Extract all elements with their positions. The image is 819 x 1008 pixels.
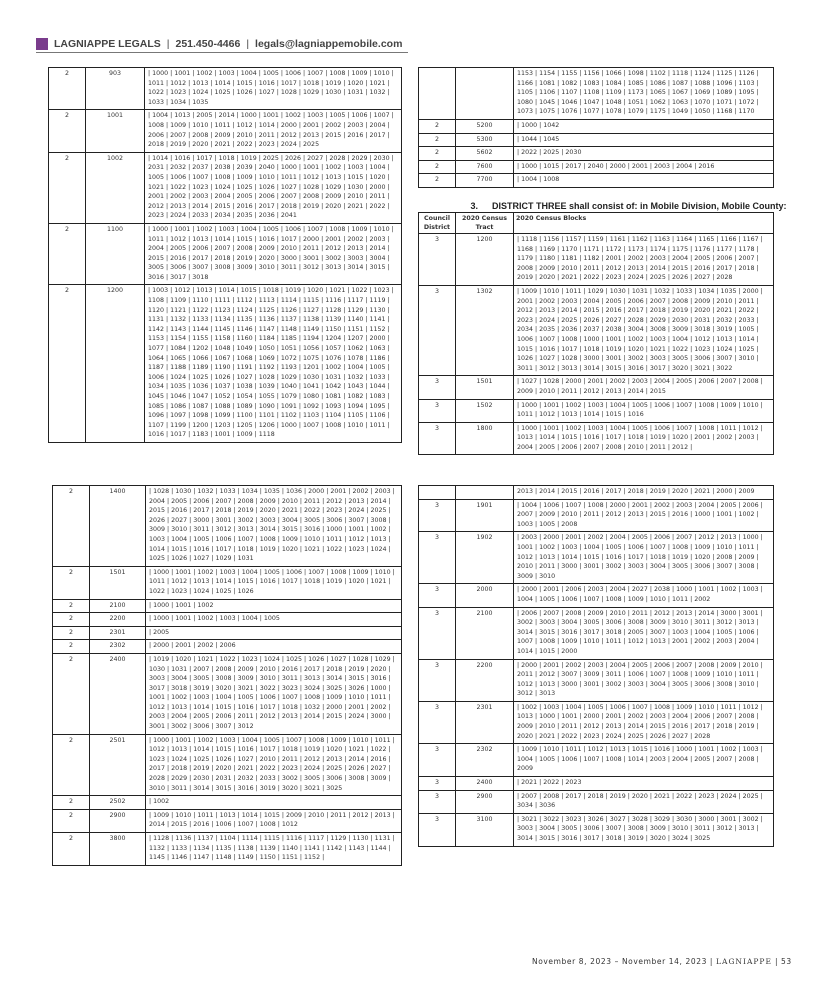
table-row (49, 110, 402, 152)
council-district-cell: 2 (53, 626, 90, 640)
census-tract-cell: 1200 (456, 234, 514, 286)
district-two-table-bottom-left (52, 485, 402, 866)
census-blocks-cell: | 1009 | 1010 | 1011 | 1029 | 1030 | 1031 | 1032 | 1033 | 1034 | 1035 | 2000 | 2001 | 2002 | 2003 | 2004 | 2005 | 2006 | 2007 | 2008 | 2009 | 2010 | 2011 | 2012 | 2013 | 2014 | 2015 | 2016 | 2017 | 2018 | 2019 | 2020 | 2021 | 2022 | 2023 | 2024 | 2025 | 2026 | 2027 | 2028 | 2029 | 2030 | 2031 | 2032 | 2033 | 2034 | 2035 | 2036 | 2037 | 2038 | 3004 | 3008 | 3009 | 3018 | 3019 | 1005 | 1006 | 1007 | 1008 | 1000 | 1001 | 1002 | 1003 | 1004 | 1012 | 1013 | 1014 | 1015 | 1016 | 1017 | 1018 | 1019 | 1020 | 1021 | 1022 | 1023 | 1024 | 1025 | 1026 | 1027 | 1028 | 3000 | 3001 | 3002 | 3003 | 3005 | 3006 | 3007 | 3010 | 3011 | 3012 | 3013 | 3014 | 3015 | 3016 | 3017 | 3020 | 3021 | 3022 (514, 285, 774, 375)
census-blocks-cell: | 1014 | 1016 | 1017 | 1018 | 1019 | 2025 | 2026 | 2027 | 2028 | 2029 | 2030 | 2031 | 2032 | 2037 | 2038 | 2039 | 2040 | 1000 | 1001 | 1002 | 1003 | 1004 | 1005 | 1006 | 1007 | 1008 | 1009 | 1010 | 1011 | 1012 | 1013 | 1015 | 1020 | 1021 | 1022 | 1023 | 1024 | 1025 | 1026 | 1027 | 1028 | 1029 | 1030 | 2000 | 2001 | 2002 | 2003 | 2004 | 2005 | 2006 | 2007 | 2008 | 2009 | 2010 | 2011 | 2012 | 2013 | 2014 | 2015 | 2016 | 2017 | 2018 | 2019 | 2020 | 2021 | 2022 | 2023 | 2024 | 2033 | 2034 | 2035 | 2036 | 2041 (145, 152, 402, 223)
council-district-cell: 2 (49, 285, 86, 443)
census-tract-cell: 2302 (456, 744, 514, 777)
page-number: | 53 (774, 957, 792, 966)
census-blocks-cell: | 2000 | 2001 | 2002 | 2006 (146, 640, 402, 654)
census-tract-cell: 3100 (456, 813, 514, 846)
table-row (419, 174, 774, 188)
council-district-cell: 2 (49, 68, 86, 110)
census-tract-cell: 2501 (90, 734, 146, 796)
header-council-district: Council District (419, 213, 456, 234)
council-district-cell: 3 (419, 376, 456, 399)
census-blocks-cell: 2013 | 2014 | 2015 | 2016 | 2017 | 2018 | 2019 | 2020 | 2021 | 2000 | 2009 (514, 486, 774, 500)
census-blocks-cell: | 1003 | 1012 | 1013 | 1014 | 1015 | 1018 | 1019 | 1020 | 1021 | 1022 | 1023 | 1108 | 1109 | 1110 | 1111 | 1112 | 1113 | 1114 | 1115 | 1116 | 1117 | 1119 | 1120 | 1121 | 1122 | 1123 | 1124 | 1125 | 1126 | 1127 | 1128 | 1129 | 1130 | 1131 | 1132 | 1133 | 1134 | 1135 | 1136 | 1137 | 1138 | 1139 | 1140 | 1141 | 1142 | 1143 | 1144 | 1145 | 1146 | 1147 | 1148 | 1149 | 1150 | 1151 | 1152 | 1153 | 1154 | 1155 | 1158 | 1160 | 1184 | 1185 | 1194 | 1204 | 1207 | 2000 | 1077 | 1084 | 1202 | 1048 | 1049 | 1050 | 1051 | 1056 | 1057 | 1062 | 1063 | 1064 | 1065 | 1066 | 1067 | 1068 | 1069 | 1072 | 1075 | 1076 | 1078 | 1186 | 1187 | 1188 | 1189 | 1190 | 1191 | 1192 | 1193 | 1201 | 1002 | 1004 | 1005 | 1006 | 1024 | 1025 | 1026 | 1027 | 1028 | 1029 | 1030 | 1031 | 1032 | 1033 | 1034 | 1035 | 1036 | 1037 | 1038 | 1039 | 1040 | 1041 | 1042 | 1043 | 1044 | 1045 | 1046 | 1047 | 1052 | 1054 | 1055 | 1079 | 1080 | 1081 | 1082 | 1083 | 1085 | 1086 | 1087 | 1088 | 1089 | 1090 | 1091 | 1092 | 1093 | 1094 | 1095 | 1096 | 1097 | 1098 | 1099 | 1100 | 1101 | 1102 | 1103 | 1104 | 1105 | 1106 | 1107 | 1199 | 1200 | 1203 | 1205 | 1206 | 1000 | 1007 | 1008 | 1010 | 1011 | 1016 | 1017 | 1183 | 1001 | 1009 | 1118 (145, 285, 402, 443)
council-district-cell: 2 (419, 147, 456, 161)
email-link[interactable]: legals@lagniappemobile.com (255, 37, 403, 50)
council-district-cell: 3 (419, 701, 456, 743)
census-tract-cell: 3800 (90, 833, 146, 866)
header-separator: | (246, 37, 250, 50)
census-tract-cell: 1800 (456, 422, 514, 455)
table-row (419, 701, 774, 743)
header-separator: | (166, 37, 170, 50)
table-row (53, 809, 402, 832)
census-tract-cell: 1302 (456, 285, 514, 375)
census-blocks-cell: | 1000 | 1001 | 1002 | 1003 | 1004 | 1005 | 1006 | 1007 | 1008 | 1009 | 1010 | 1011 | 1012 | 1013 | 1014 | 1015 | 1016 (514, 399, 774, 422)
council-district-cell: 2 (53, 566, 90, 599)
census-blocks-cell: | 2022 | 2025 | 2030 (514, 147, 774, 161)
census-tract-cell: 2400 (90, 653, 146, 734)
census-tract-cell: 1902 (456, 532, 514, 584)
council-district-cell: 2 (49, 110, 86, 152)
council-district-cell: 3 (419, 790, 456, 813)
census-blocks-cell: | 2000 | 2001 | 2002 | 2003 | 2004 | 2005 | 2006 | 2007 | 2008 | 2009 | 2010 | 2011 | 2012 | 3007 | 3009 | 3011 | 1006 | 1007 | 1008 | 1009 | 1010 | 1011 | 1012 | 1013 | 3000 | 3001 | 3002 | 3003 | 3004 | 3005 | 3006 | 3008 | 3010 | 3012 | 3013 (514, 659, 774, 701)
table-row (419, 607, 774, 659)
census-tract-cell: 2502 (90, 796, 146, 810)
council-district-cell: 2 (53, 640, 90, 654)
census-blocks-cell: | 1002 (146, 796, 402, 810)
census-blocks-cell: | 1000 | 1001 | 1002 | 1003 | 1004 | 1005 | 1006 | 1007 | 1008 | 1009 | 1010 | 1011 | 1012 | 1013 | 1014 | 1015 | 1016 | 1017 | 1018 | 1019 | 1020 | 1021 | 1022 | 1023 | 1024 | 1025 | 1026 | 1027 | 1028 | 1029 | 1030 | 1031 | 1032 | 1033 | 1034 | 1035 (145, 68, 402, 110)
census-tract-cell: 2900 (456, 790, 514, 813)
council-district-cell: 2 (49, 152, 86, 223)
council-district-cell: 3 (419, 499, 456, 532)
council-district-cell (419, 68, 456, 120)
header-census-blocks: 2020 Census Blocks (514, 213, 774, 234)
census-blocks-cell: | 1000 | 1001 | 1002 | 1003 | 1004 | 1005 | 1006 | 1007 | 1008 | 1009 | 1010 | 1011 | 1012 | 1013 | 1014 | 1015 | 1016 | 1017 | 1018 | 1019 | 1020 | 1021 | 1022 | 1023 | 1024 | 1025 | 1026 (146, 566, 402, 599)
council-district-cell: 3 (419, 234, 456, 286)
census-tract-cell: 1001 (86, 110, 145, 152)
table-row (53, 626, 402, 640)
table-row (419, 744, 774, 777)
census-tract-cell: 1100 (86, 223, 145, 285)
council-district-cell: 3 (419, 744, 456, 777)
district-three-table-continued (418, 485, 774, 847)
census-blocks-cell: | 1000 | 1001 | 1002 (146, 599, 402, 613)
issue-dates: November 8, 2023 – November 14, 2023 | (532, 957, 714, 966)
section-text: DISTRICT THREE shall consist of: in Mobile Division, Mobile County: (492, 201, 787, 211)
table-header-row (419, 213, 774, 234)
census-blocks-cell: | 2007 | 2008 | 2017 | 2018 | 2019 | 2020 | 2021 | 2022 | 2023 | 2024 | 2025 | 3034 | 3036 (514, 790, 774, 813)
table-row (419, 285, 774, 375)
census-blocks-cell: | 1027 | 1028 | 2000 | 2001 | 2002 | 2003 | 2004 | 2005 | 2006 | 2007 | 2008 | 2009 | 2010 | 2011 | 2012 | 2013 | 2014 | 2015 (514, 376, 774, 399)
census-tract-cell: 2302 (90, 640, 146, 654)
page-header (36, 35, 408, 53)
census-tract-cell: 2200 (456, 659, 514, 701)
census-blocks-cell: | 1002 | 1003 | 1004 | 1005 | 1006 | 1007 | 1008 | 1009 | 1010 | 1011 | 1012 | 1013 | 1000 | 1001 | 2000 | 2001 | 2002 | 2003 | 2004 | 2006 | 2007 | 2008 | 2009 | 2010 | 2011 | 2012 | 2013 | 2014 | 2015 | 2016 | 2017 | 2018 | 2019 | 2020 | 2021 | 2022 | 2023 | 2024 | 2025 | 2026 | 2027 | 2028 (514, 701, 774, 743)
phone-number: 251.450-4466 (175, 37, 241, 50)
footer-brand: LAGNIAPPE (716, 957, 772, 966)
table-row (419, 422, 774, 455)
table-row (419, 68, 774, 120)
census-tract-cell: 2100 (90, 599, 146, 613)
census-tract-cell: 1901 (456, 499, 514, 532)
census-blocks-cell: | 2021 | 2022 | 2023 (514, 777, 774, 791)
council-district-cell: 3 (419, 399, 456, 422)
council-district-cell (419, 486, 456, 500)
section-heading (420, 201, 787, 211)
census-blocks-cell: | 1128 | 1136 | 1137 | 1104 | 1114 | 1115 | 1116 | 1117 | 1129 | 1130 | 1131 | 1132 | 1133 | 1134 | 1135 | 1138 | 1139 | 1140 | 1141 | 1142 | 1143 | 1144 | 1145 | 1146 | 1147 | 1148 | 1149 | 1150 | 1151 | 1152 | (146, 833, 402, 866)
council-district-cell: 3 (419, 285, 456, 375)
council-district-cell: 2 (53, 599, 90, 613)
census-tract-cell: 2400 (456, 777, 514, 791)
census-blocks-cell: | 1028 | 1030 | 1032 | 1033 | 1034 | 1035 | 1036 | 2000 | 2001 | 2002 | 2003 | 2004 | 2005 | 2006 | 2007 | 2008 | 2009 | 2010 | 2011 | 2012 | 2013 | 2014 | 2015 | 2016 | 2017 | 2018 | 2019 | 2020 | 2021 | 2022 | 2023 | 2024 | 2025 | 2026 | 2027 | 3000 | 3001 | 3002 | 3003 | 3004 | 3005 | 3006 | 3007 | 3008 | 3009 | 3010 | 3011 | 3012 | 3013 | 3014 | 3015 | 3016 | 1000 | 1001 | 1002 | 1003 | 1004 | 1005 | 1006 | 1007 | 1008 | 1009 | 1010 | 1011 | 1012 | 1013 | 1014 | 1015 | 1016 | 1017 | 1018 | 1019 | 1020 | 1021 | 1022 | 1023 | 1024 | 1025 | 1026 | 1027 | 1029 | 1031 (146, 486, 402, 567)
publication-name: LAGNIAPPE LEGALS (54, 37, 161, 50)
table-row (53, 613, 402, 627)
table-row (419, 584, 774, 607)
census-blocks-cell: | 2000 | 2001 | 2006 | 2003 | 2004 | 2027 | 2038 | 1000 | 1001 | 1002 | 1003 | 1004 | 1005 | 1006 | 1007 | 1008 | 1009 | 1010 | 1011 | 2002 (514, 584, 774, 607)
council-district-cell: 3 (419, 607, 456, 659)
table-row (419, 234, 774, 286)
census-blocks-cell: | 3021 | 3022 | 3023 | 3026 | 3027 | 3028 | 3029 | 3030 | 3000 | 3001 | 3002 | 3003 | 3004 | 3005 | 3006 | 3007 | 3008 | 3009 | 3010 | 3011 | 3012 | 3013 | 3014 | 3015 | 3016 | 3017 | 3018 | 3019 | 3020 | 3024 | 3025 (514, 813, 774, 846)
table-row (49, 152, 402, 223)
census-blocks-cell: | 1004 | 1013 | 2005 | 2014 | 1000 | 1001 | 1002 | 1003 | 1005 | 1006 | 1007 | 1008 | 1009 | 1010 | 1011 | 1012 | 1014 | 2000 | 2001 | 2002 | 2003 | 2004 | 2006 | 2007 | 2008 | 2009 | 2010 | 2011 | 2012 | 2013 | 2015 | 2016 | 2017 | 2018 | 2019 | 2020 | 2021 | 2022 | 2023 | 2024 | 2025 (145, 110, 402, 152)
council-district-cell: 2 (49, 223, 86, 285)
table-row (419, 119, 774, 133)
census-tract-cell: 2100 (456, 607, 514, 659)
census-blocks-cell: | 1000 | 1001 | 1002 | 1003 | 1004 | 1005 (146, 613, 402, 627)
council-district-cell: 3 (419, 813, 456, 846)
council-district-cell: 3 (419, 532, 456, 584)
census-tract-cell: 1501 (90, 566, 146, 599)
table-row (49, 223, 402, 285)
brand-square-icon (36, 38, 48, 50)
table-row (419, 486, 774, 500)
census-tract-cell: 1002 (86, 152, 145, 223)
council-district-cell: 3 (419, 584, 456, 607)
page-footer (532, 957, 792, 966)
district-two-table-top-left (48, 67, 402, 443)
table-row (419, 160, 774, 174)
council-district-cell: 3 (419, 422, 456, 455)
census-blocks-cell: | 1000 | 1015 | 2017 | 2040 | 2000 | 2001 | 2003 | 2004 | 2016 (514, 160, 774, 174)
census-tract-cell: 1501 (456, 376, 514, 399)
census-tract-cell: 1502 (456, 399, 514, 422)
council-district-cell: 2 (53, 613, 90, 627)
council-district-cell: 2 (53, 809, 90, 832)
council-district-cell: 2 (419, 133, 456, 147)
census-blocks-cell: | 1004 | 1008 (514, 174, 774, 188)
census-blocks-cell: | 1019 | 1020 | 1021 | 1022 | 1023 | 1024 | 1025 | 1026 | 1027 | 1028 | 1029 | 1030 | 1031 | 2007 | 2008 | 2009 | 2010 | 2016 | 2017 | 2018 | 2019 | 2020 | 3003 | 3004 | 3005 | 3008 | 3009 | 3010 | 3011 | 3013 | 3014 | 3015 | 3016 | 3017 | 3018 | 3019 | 3020 | 3021 | 3022 | 3023 | 3024 | 3025 | 3026 | 1000 | 1001 | 1002 | 1003 | 1004 | 1005 | 1006 | 1007 | 1008 | 1009 | 1010 | 1011 | 1012 | 1013 | 1014 | 1015 | 1016 | 1017 | 1018 | 1032 | 2000 | 2001 | 2002 | 2003 | 2004 | 2005 | 2006 | 2011 | 2012 | 2013 | 2014 | 2015 | 2024 | 3000 | 3001 | 3002 | 3006 | 3007 | 3012 (146, 653, 402, 734)
census-tract-cell: 7600 (456, 160, 514, 174)
census-tract-cell: 5200 (456, 119, 514, 133)
table-row (419, 499, 774, 532)
census-blocks-cell: | 2006 | 2007 | 2008 | 2009 | 2010 | 2011 | 2012 | 2013 | 2014 | 3000 | 3001 | 3002 | 3003 | 3004 | 3005 | 3006 | 3008 | 3009 | 3010 | 3011 | 3012 | 3013 | 3014 | 3015 | 3016 | 3017 | 3018 | 2005 | 3007 | 1003 | 1004 | 1005 | 1006 | 1007 | 1008 | 1009 | 1010 | 1011 | 1012 | 1013 | 2001 | 2002 | 2003 | 2004 | 1014 | 1015 | 2000 (514, 607, 774, 659)
council-district-cell: 3 (419, 659, 456, 701)
census-blocks-cell: | 1044 | 1045 (514, 133, 774, 147)
census-tract-cell: 5300 (456, 133, 514, 147)
council-district-cell: 2 (53, 734, 90, 796)
table-row (419, 813, 774, 846)
table-row (53, 486, 402, 567)
census-blocks-cell: | 2005 (146, 626, 402, 640)
council-district-cell: 2 (419, 160, 456, 174)
census-blocks-cell: 1153 | 1154 | 1155 | 1156 | 1066 | 1098 | 1102 | 1118 | 1124 | 1125 | 1126 | 1166 | 1081 | 1082 | 1083 | 1084 | 1085 | 1086 | 1087 | 1088 | 1096 | 1103 | 1105 | 1106 | 1107 | 1108 | 1109 | 1173 | 1065 | 1067 | 1069 | 1089 | 1095 | 1080 | 1045 | 1046 | 1047 | 1048 | 1051 | 1062 | 1063 | 1070 | 1071 | 1072 | 1073 | 1075 | 1076 | 1077 | 1078 | 1079 | 1175 | 1049 | 1050 | 1168 | 1170 (514, 68, 774, 120)
council-district-cell: 3 (419, 777, 456, 791)
council-district-cell: 2 (419, 119, 456, 133)
census-blocks-cell: | 1009 | 1010 | 1011 | 1013 | 1014 | 1015 | 2009 | 2010 | 2011 | 2012 | 2013 | 2014 | 2015 | 2016 | 1006 | 1007 | 1008 | 1012 (146, 809, 402, 832)
table-row (49, 285, 402, 443)
census-tract-cell: 1200 (86, 285, 145, 443)
census-tract-cell (456, 68, 514, 120)
census-tract-cell (456, 486, 514, 500)
table-row (53, 640, 402, 654)
census-tract-cell: 2000 (456, 584, 514, 607)
census-tract-cell: 2200 (90, 613, 146, 627)
table-row (53, 653, 402, 734)
census-tract-cell: 7700 (456, 174, 514, 188)
table-row (53, 833, 402, 866)
census-blocks-cell: | 1118 | 1156 | 1157 | 1159 | 1161 | 1162 | 1163 | 1164 | 1165 | 1166 | 1167 | 1168 | 1169 | 1170 | 1171 | 1172 | 1173 | 1174 | 1175 | 1176 | 1177 | 1178 | 1179 | 1180 | 1181 | 1182 | 2001 | 2002 | 2003 | 2004 | 2005 | 2006 | 2007 | 2008 | 2009 | 2010 | 2011 | 2012 | 2013 | 2014 | 2015 | 2016 | 2017 | 2018 | 2019 | 2020 | 2021 | 2022 | 2023 | 2024 | 2025 | 2026 | 2027 | 2028 (514, 234, 774, 286)
census-tract-cell: 903 (86, 68, 145, 110)
table-row (419, 777, 774, 791)
council-district-cell: 2 (53, 796, 90, 810)
table-row (419, 133, 774, 147)
council-district-cell: 2 (419, 174, 456, 188)
census-blocks-cell: | 1000 | 1001 | 1002 | 1003 | 1004 | 1005 | 1006 | 1007 | 1008 | 1009 | 1010 | 1011 | 1012 | 1013 | 1014 | 1015 | 1016 | 1017 | 2000 | 2001 | 2002 | 2003 | 2004 | 2005 | 2006 | 2007 | 2008 | 2009 | 2010 | 2011 | 2012 | 2013 | 2014 | 2015 | 2016 | 2017 | 2018 | 2019 | 2020 | 3000 | 3001 | 3002 | 3003 | 3004 | 3005 | 3006 | 3007 | 3008 | 3009 | 3010 | 3011 | 3012 | 3013 | 3014 | 3015 | 3016 | 3017 | 3018 (145, 223, 402, 285)
census-tract-cell: 2301 (90, 626, 146, 640)
table-row (53, 599, 402, 613)
census-blocks-cell: | 1004 | 1006 | 1007 | 1008 | 2000 | 2001 | 2002 | 2003 | 2004 | 2005 | 2006 | 2007 | 2009 | 2010 | 2011 | 2012 | 2013 | 2015 | 2016 | 1000 | 1001 | 1002 | 1003 | 1005 | 2008 (514, 499, 774, 532)
section-number: 3. (470, 201, 478, 211)
table-row (419, 147, 774, 161)
census-tract-cell: 1400 (90, 486, 146, 567)
census-tract-cell: 2301 (456, 701, 514, 743)
table-row (53, 566, 402, 599)
table-row (419, 532, 774, 584)
census-blocks-cell: | 1000 | 1001 | 1002 | 1003 | 1004 | 1005 | 1007 | 1008 | 1009 | 1010 | 1011 | 1012 | 1013 | 1014 | 1015 | 1016 | 1017 | 1018 | 1019 | 1020 | 1021 | 1022 | 1023 | 1024 | 1025 | 1026 | 1027 | 2010 | 2011 | 2012 | 2013 | 2014 | 2016 | 2017 | 2018 | 2019 | 2020 | 2021 | 2022 | 2023 | 2024 | 2025 | 2026 | 2027 | 2028 | 2029 | 2030 | 2031 | 2032 | 2033 | 3002 | 3005 | 3006 | 3008 | 3009 | 3010 | 3011 | 3014 | 3015 | 3016 | 3019 | 3020 | 3021 | 3025 (146, 734, 402, 796)
council-district-cell: 2 (53, 486, 90, 567)
district-two-table-top-right (418, 67, 774, 188)
table-row (53, 734, 402, 796)
council-district-cell: 2 (53, 653, 90, 734)
census-blocks-cell: | 1000 | 1001 | 1002 | 1003 | 1004 | 1005 | 1006 | 1007 | 1008 | 1011 | 1012 | 1013 | 1014 | 1015 | 1016 | 1017 | 1018 | 1019 | 1020 | 2001 | 2002 | 2003 | 2004 | 2005 | 2006 | 2007 | 2008 | 2010 | 2011 | 2012 | (514, 422, 774, 455)
table-row (419, 376, 774, 399)
council-district-cell: 2 (53, 833, 90, 866)
table-row (53, 796, 402, 810)
census-tract-cell: 2900 (90, 809, 146, 832)
census-blocks-cell: | 1009 | 1010 | 1011 | 1012 | 1013 | 1015 | 1016 | 1000 | 1001 | 1002 | 1003 | 1004 | 1005 | 1006 | 1007 | 1008 | 1014 | 2003 | 2004 | 2005 | 2007 | 2008 | 2009 (514, 744, 774, 777)
district-three-table (418, 212, 774, 455)
table-row (419, 790, 774, 813)
census-blocks-cell: | 1000 | 1042 (514, 119, 774, 133)
census-blocks-cell: | 2003 | 2000 | 2001 | 2002 | 2004 | 2005 | 2006 | 2007 | 2012 | 2013 | 1000 | 1001 | 1002 | 1003 | 1004 | 1005 | 1006 | 1007 | 1008 | 1009 | 1010 | 1011 | 1012 | 1013 | 1014 | 1015 | 1016 | 1017 | 1018 | 1019 | 1020 | 2008 | 2009 | 2010 | 2011 | 3000 | 3001 | 3002 | 3003 | 3004 | 3005 | 3006 | 3007 | 3008 | 3009 | 3010 (514, 532, 774, 584)
table-row (419, 659, 774, 701)
census-tract-cell: 5602 (456, 147, 514, 161)
table-row (49, 68, 402, 110)
header-census-tract: 2020 Census Tract (456, 213, 514, 234)
table-row (419, 399, 774, 422)
